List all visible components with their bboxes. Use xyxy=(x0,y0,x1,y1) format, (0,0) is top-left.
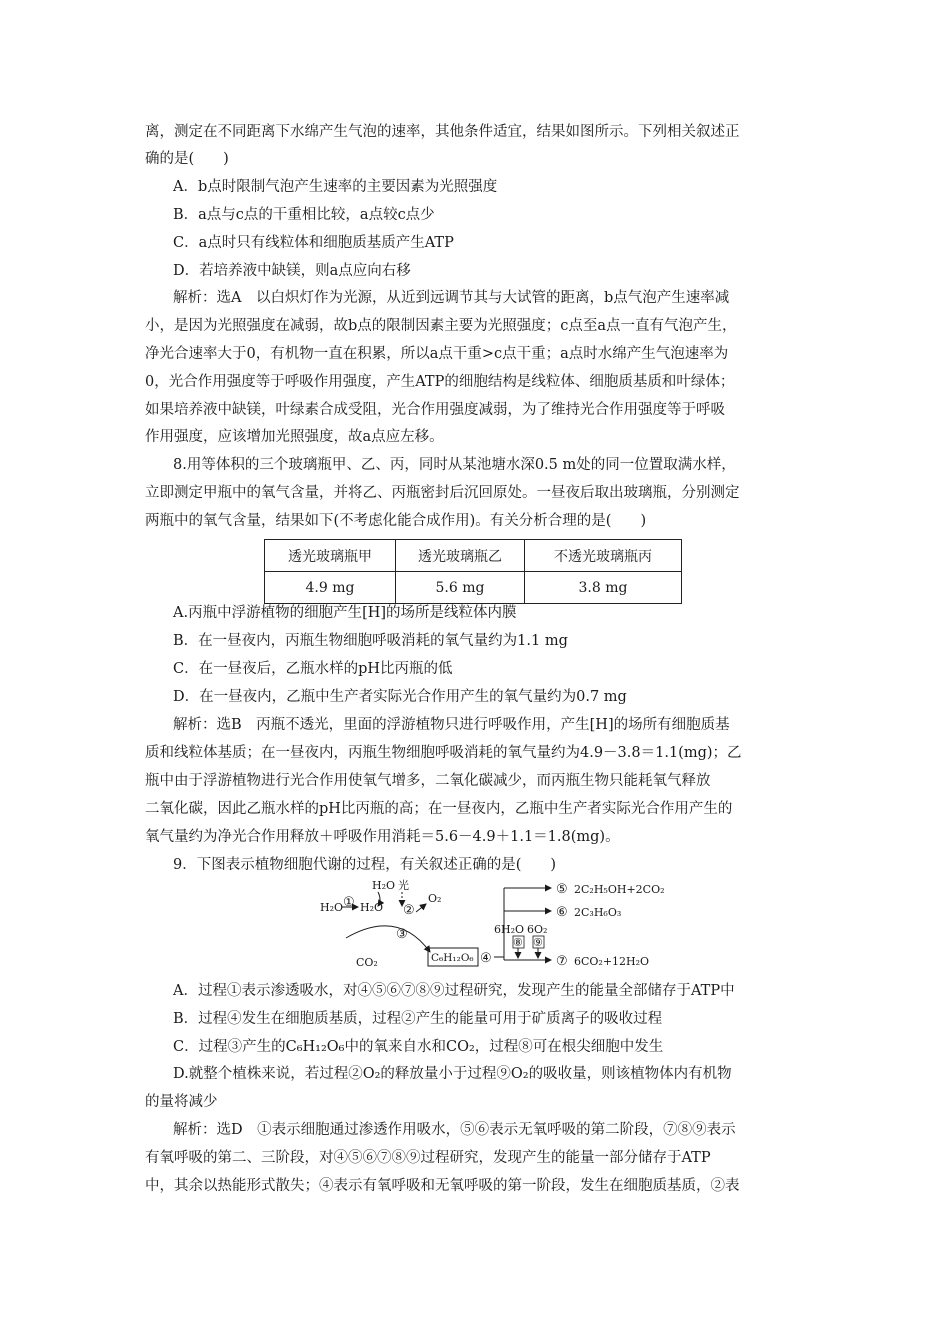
oxygen-input-label: 6O₂ xyxy=(527,923,548,936)
process-1-label: ① xyxy=(343,895,355,910)
option-b: B．a点与c点的干重相比较，a点较c点少 xyxy=(173,207,435,223)
table-header: 透光玻璃瓶乙 xyxy=(396,540,525,572)
table-cell: 5.6 mg xyxy=(396,572,525,604)
process-6-label: ⑥ xyxy=(556,905,568,920)
water-photolysis-label: H₂O xyxy=(372,879,396,892)
results-table xyxy=(264,539,682,604)
product-6-label: 2C₃H₆O₃ xyxy=(574,906,622,919)
question-9: 9．下图表示植物细胞代谢的过程，有关叙述正确的是( ) xyxy=(173,857,557,873)
analysis-line: 净光合速率大于0，有机物一直在积累，所以a点干重>c点干重；a点时水绵产生气泡速率为 xyxy=(145,346,729,362)
option-d: D．在一昼夜内，乙瓶中生产者实际光合作用产生的氧气量约为0.7 mg xyxy=(173,689,627,705)
water-outside-label: H₂O xyxy=(320,901,344,914)
option-c: C．a点时只有线粒体和细胞质基质产生ATP xyxy=(173,235,454,251)
process-5-label: ⑤ xyxy=(556,882,568,897)
analysis-line: 瓶中由于浮游植物进行光合作用使氧气增多，二氧化碳减少，而丙瓶生物只能耗氧气释放 xyxy=(145,773,711,789)
option-b: B．过程④发生在细胞质基质，过程②产生的能量可用于矿质离子的吸收过程 xyxy=(173,1011,663,1027)
analysis-line: 0，光合作用强度等于呼吸作用强度，产生ATP的细胞结构是线粒体、细胞质基质和叶绿体； xyxy=(145,374,735,390)
process-2-label: ② xyxy=(403,903,415,918)
process-8-label: ⑧ xyxy=(513,936,523,949)
option-a: A.丙瓶中浮游植物的细胞产生[H]的场所是线粒体内膜 xyxy=(173,605,517,621)
table-header: 透光玻璃瓶甲 xyxy=(265,540,396,572)
table-header-row xyxy=(265,540,682,572)
analysis-line: 解析：选B 丙瓶不透光，里面的浮游植物只进行呼吸作用，产生[H]的场所有细胞质基 xyxy=(173,717,730,733)
water-input-label: 6H₂O xyxy=(494,923,525,936)
question-8: 8.用等体积的三个玻璃瓶甲、乙、丙，同时从某池塘水深0.5 m处的同一位置取满水样， xyxy=(173,457,736,473)
option-c: C．过程③产生的C₆H₁₂O₆中的氧来自水和CO₂，过程⑧可在根尖细胞中发生 xyxy=(173,1039,664,1055)
analysis-line: 有氧呼吸的第二、三阶段，对④⑤⑥⑦⑧⑨过程研究，发现产生的能量一部分储存于ATP xyxy=(145,1150,711,1166)
product-7-label: 6CO₂+12H₂O xyxy=(574,955,650,968)
option-c: C．在一昼夜后，乙瓶水样的pH比丙瓶的低 xyxy=(173,661,453,677)
analysis-line: 小，是因为光照强度在减弱，故b点的限制因素主要为光照强度；c点至a点一直有气泡产生， xyxy=(145,318,737,334)
light-label: 光 xyxy=(398,879,409,892)
analysis-line: 氧气量约为净光合作用释放＋呼吸作用消耗＝5.6－4.9＋1.1＝1.8(mg)。 xyxy=(145,829,620,845)
oxygen-arrow xyxy=(416,904,426,912)
analysis-line: 质和线粒体基质；在一昼夜内，丙瓶生物细胞呼吸消耗的氧气量约为4.9－3.8＝1.1(mg)；乙 xyxy=(145,745,742,761)
option-a: A．b点时限制气泡产生速率的主要因素为光照强度 xyxy=(173,179,498,195)
text-line: 确的是( ) xyxy=(145,151,229,167)
analysis-line: 作用强度，应该增加光照强度，故a点应左移。 xyxy=(145,429,444,445)
table-cell: 4.9 mg xyxy=(265,572,396,604)
analysis-line: 如果培养液中缺镁，叶绿素合成受阻，光合作用强度减弱，为了维持光合作用强度等于呼吸 xyxy=(145,402,725,418)
table-row xyxy=(265,572,682,604)
option-d: D.就整个植株来说，若过程②O₂的释放量小于过程⑨O₂的吸收量，则该植物体内有机物 xyxy=(173,1066,732,1082)
option-b: B．在一昼夜内，丙瓶生物细胞呼吸消耗的氧气量约为1.1 mg xyxy=(173,633,568,649)
table-cell: 3.8 mg xyxy=(525,572,682,604)
analysis-line: 中，其余以热能形式散失；④表示有氧呼吸和无氧呼吸的第一阶段，发生在细胞质基质，②表 xyxy=(145,1178,740,1194)
process-3-label: ③ xyxy=(396,927,408,942)
process-7-label: ⑦ xyxy=(556,954,568,969)
analysis-line: 二氧化碳，因此乙瓶水样的pH比丙瓶的高；在一昼夜内，乙瓶中生产者实际光合作用产生的 xyxy=(145,801,733,817)
glucose-label: C₆H₁₂O₆ xyxy=(431,952,474,964)
analysis-line: 解析：选D ①表示细胞通过渗透作用吸水，⑤⑥表示无氧呼吸的第二阶段，⑦⑧⑨表示 xyxy=(173,1122,736,1138)
process-3-arc xyxy=(346,926,430,952)
option-a: A．过程①表示渗透吸水，对④⑤⑥⑦⑧⑨过程研究，发现产生的能量全部储存于ATP中 xyxy=(173,983,735,999)
text-line: 的量将减少 xyxy=(145,1094,218,1110)
co2-label: CO₂ xyxy=(356,956,378,969)
analysis-line: 解析：选A 以白炽灯作为光源，从近到远调节其与大试管的距离，b点气泡产生速率减 xyxy=(173,290,730,306)
metabolism-diagram xyxy=(318,878,688,974)
process-9-label: ⑨ xyxy=(533,936,543,949)
product-5-label: 2C₂H₅OH+2CO₂ xyxy=(574,883,665,896)
table-header: 不透光玻璃瓶丙 xyxy=(525,540,682,572)
text-line: 离，测定在不同距离下水绵产生气泡的速率，其他条件适宜，结果如图所示。下列相关叙述正 xyxy=(145,124,740,140)
text-line: 两瓶中的氧气含量，结果如下(不考虑化能合成作用)。有关分析合理的是( ) xyxy=(145,513,647,529)
option-d: D．若培养液中缺镁，则a点应向右移 xyxy=(173,263,411,279)
text-line: 立即测定甲瓶中的氧气含量，并将乙、丙瓶密封后沉回原处。一昼夜后取出玻璃瓶，分别测定 xyxy=(145,485,740,501)
oxygen-label: O₂ xyxy=(428,892,442,905)
water-inside-label: H₂O xyxy=(360,901,384,914)
process-4-label: ④ xyxy=(480,951,492,966)
